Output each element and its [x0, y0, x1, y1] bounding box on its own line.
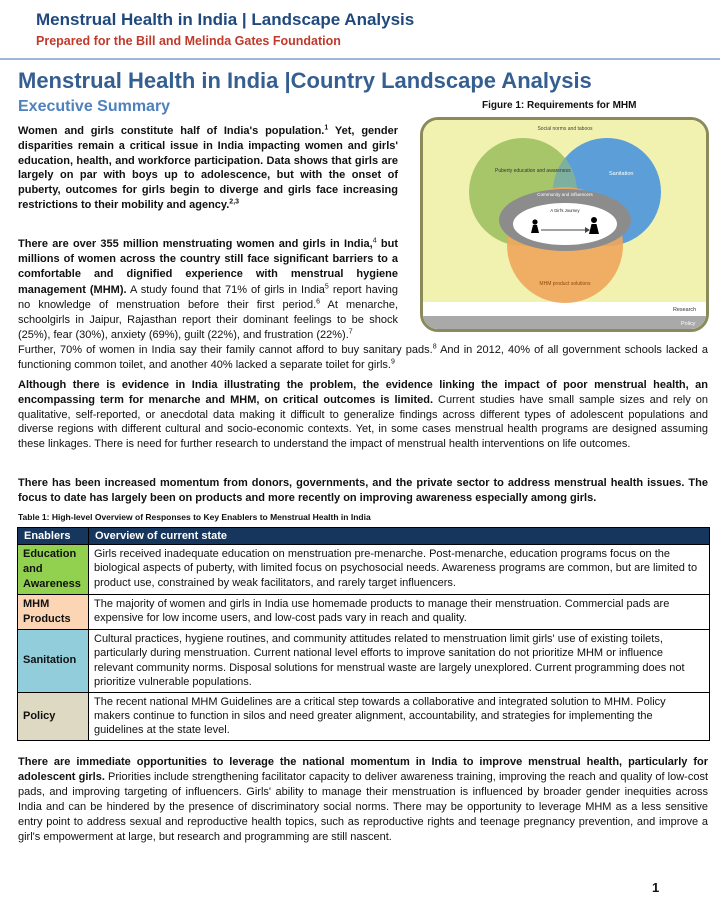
label-social-norms: Social norms and taboos: [537, 126, 593, 132]
enabler-sanitation: Sanitation: [18, 630, 89, 693]
woman-figure-icon: [591, 217, 597, 223]
mhm-venn-diagram: [423, 120, 706, 329]
paragraph-barriers: There are over 355 million menstruating women and girls in India,$^4$ but millions of women across the country still face significant barriers to a comfortable and dignified experience with menstrual hygiene management (MHM). A study found that 71% of girls in India$^5$ report having no knowledge of menstruation before their first period.$^6$ At menarche, schoolgirls in Jaipur, Rajasthan report their dominant feelings to be shock (25%), fear (30%), anxiety (69%), guilt (22%), and frustration (22%).$^7$: [18, 237, 399, 342]
research-band: [423, 302, 706, 316]
table-caption: Table 1: High-level Overview of Responses to Key Enablers to Menstrual Health in India: [18, 512, 371, 522]
paragraph-evidence: Although there is evidence in India illustrating the problem, the evidence linking the impact of poor menstrual health, an encompassing term for menarche and MHM, on critical outcomes is limited. Current studies have small sample sizes and rely on qualitative, self-reported, or anecdotal data making it difficult to generalize findings across different types of adolescent populations and diverse regions with different cultural and socio-economic contexts. Yet, in some cases menstrual health programs are designed assuming these linkages. There is need for further research to understand the impact of menstrual health interventions on life outcomes.: [18, 379, 708, 451]
label-research: Research: [673, 307, 697, 313]
overview-sanitation: Cultural practices, hygiene routines, and community attitudes related to menstruation limit girls' use of existing toilets, particularly during menstruation. Current national level efforts to improve sanitation do not prioritize MHM or influence relevant community norms. Disposal solutions for menstrual waste are largely unexplored. Current programming does not prioritize vulnerable populations.: [89, 630, 710, 693]
overview-mhm-products: The majority of women and girls in India use homemade products to manage their menstruation. Commercial pads are expensive for low income users, and low-cost pads vary in reach and quality.: [89, 595, 710, 630]
table-row: [18, 595, 710, 630]
table-header-row: [18, 528, 710, 545]
paragraph-momentum: There has been increased momentum from donors, governments, and the private sector to address menstrual health issues. The focus to date has largely been on products and more recently on improving awareness especially among girls.: [18, 477, 708, 504]
enabler-education: Education and Awareness: [18, 545, 89, 595]
table-row: [18, 692, 710, 740]
header-title: Menstrual Health in India | Landscape Analysis: [36, 10, 415, 29]
overview-policy: The recent national MHM Guidelines are a critical step towards a collaborative and integrated solution to MHM. Policy makers continue to function in silos and need greater alignment, accountability, and strategies for implementing the guidelines at the state level.: [89, 692, 710, 740]
overview-education: Girls received inadequate education on menstruation pre-menarche. Post-menarche, education programs focus on the biological aspects of puberty, with limited focus on psychosocial needs. Awareness programs are common, but are limited to product use, constrained by weak facilitators, and rarely target influencers.: [89, 545, 710, 595]
label-education: Puberty education and awareness: [495, 168, 571, 174]
enabler-mhm-products: MHM Products: [18, 595, 89, 630]
label-policy: Policy: [681, 321, 696, 327]
header-overview: Overview of current state: [89, 528, 710, 545]
page-number: 1: [652, 880, 660, 895]
section-title: Executive Summary: [18, 98, 171, 115]
figure-caption: Figure 1: Requirements for MHM: [482, 100, 637, 111]
header-rule: [0, 58, 720, 60]
table-row: [18, 630, 710, 693]
policy-band: [423, 316, 706, 329]
label-products: MHM product solutions: [539, 281, 591, 287]
label-journey: A Girl's Journey: [550, 208, 580, 213]
mhm-requirements-figure: [420, 117, 709, 332]
enabler-policy: Policy: [18, 692, 89, 740]
paragraph-barriers-continued: Further, 70% of women in India say their family cannot afford to buy sanitary pads.$^8$ And in 2012, 40% of all government schools lacked a functioning common toilet, and another 40% lacked a separate toilet for girls.$^9$: [18, 343, 708, 372]
label-sanitation: Sanitation: [609, 171, 634, 177]
enablers-table: [17, 527, 710, 741]
paragraph-opportunities: There are immediate opportunities to leverage the national momentum in India to improve menstrual health, particularly for adolescent girls. Priorities include strengthening facilitator capacity to deliver awareness training, improving the reach and quality of low-cost pads, and improving targeting of influencers. Girls' ability to manage their menstruation is influenced by broader gender inequities across India and can be hindered by the presence of discriminatory social norms. There may be opportunity to leverage MHM as a less sensitive entry point to address sexual and reproductive health topics, such as reproductive rights and teenage pregnancy prevention, and improve a girl's empowerment at large, but research and programming are still nascent.: [18, 756, 708, 843]
label-community: Community and influencers: [537, 192, 593, 197]
paragraph-population: Women and girls constitute half of India's population.$^1$ Yet, gender disparities remain a critical issue in India impacting women and girls' education, health, and workforce participation. Data shows that girls are largely on par with boys up to adolescence, but with the onset of puberty, outcomes for girls begin to diverge and girls face increasing restrictions to their mobility and agency.$^{2,3}$: [18, 124, 398, 211]
table-row: [18, 545, 710, 595]
girl-figure-icon: [532, 219, 537, 224]
header-enablers: Enablers: [18, 528, 89, 545]
document-title: Menstrual Health in India |Country Landscape Analysis: [18, 68, 592, 93]
header-subtitle: Prepared for the Bill and Melinda Gates Foundation: [36, 34, 341, 48]
